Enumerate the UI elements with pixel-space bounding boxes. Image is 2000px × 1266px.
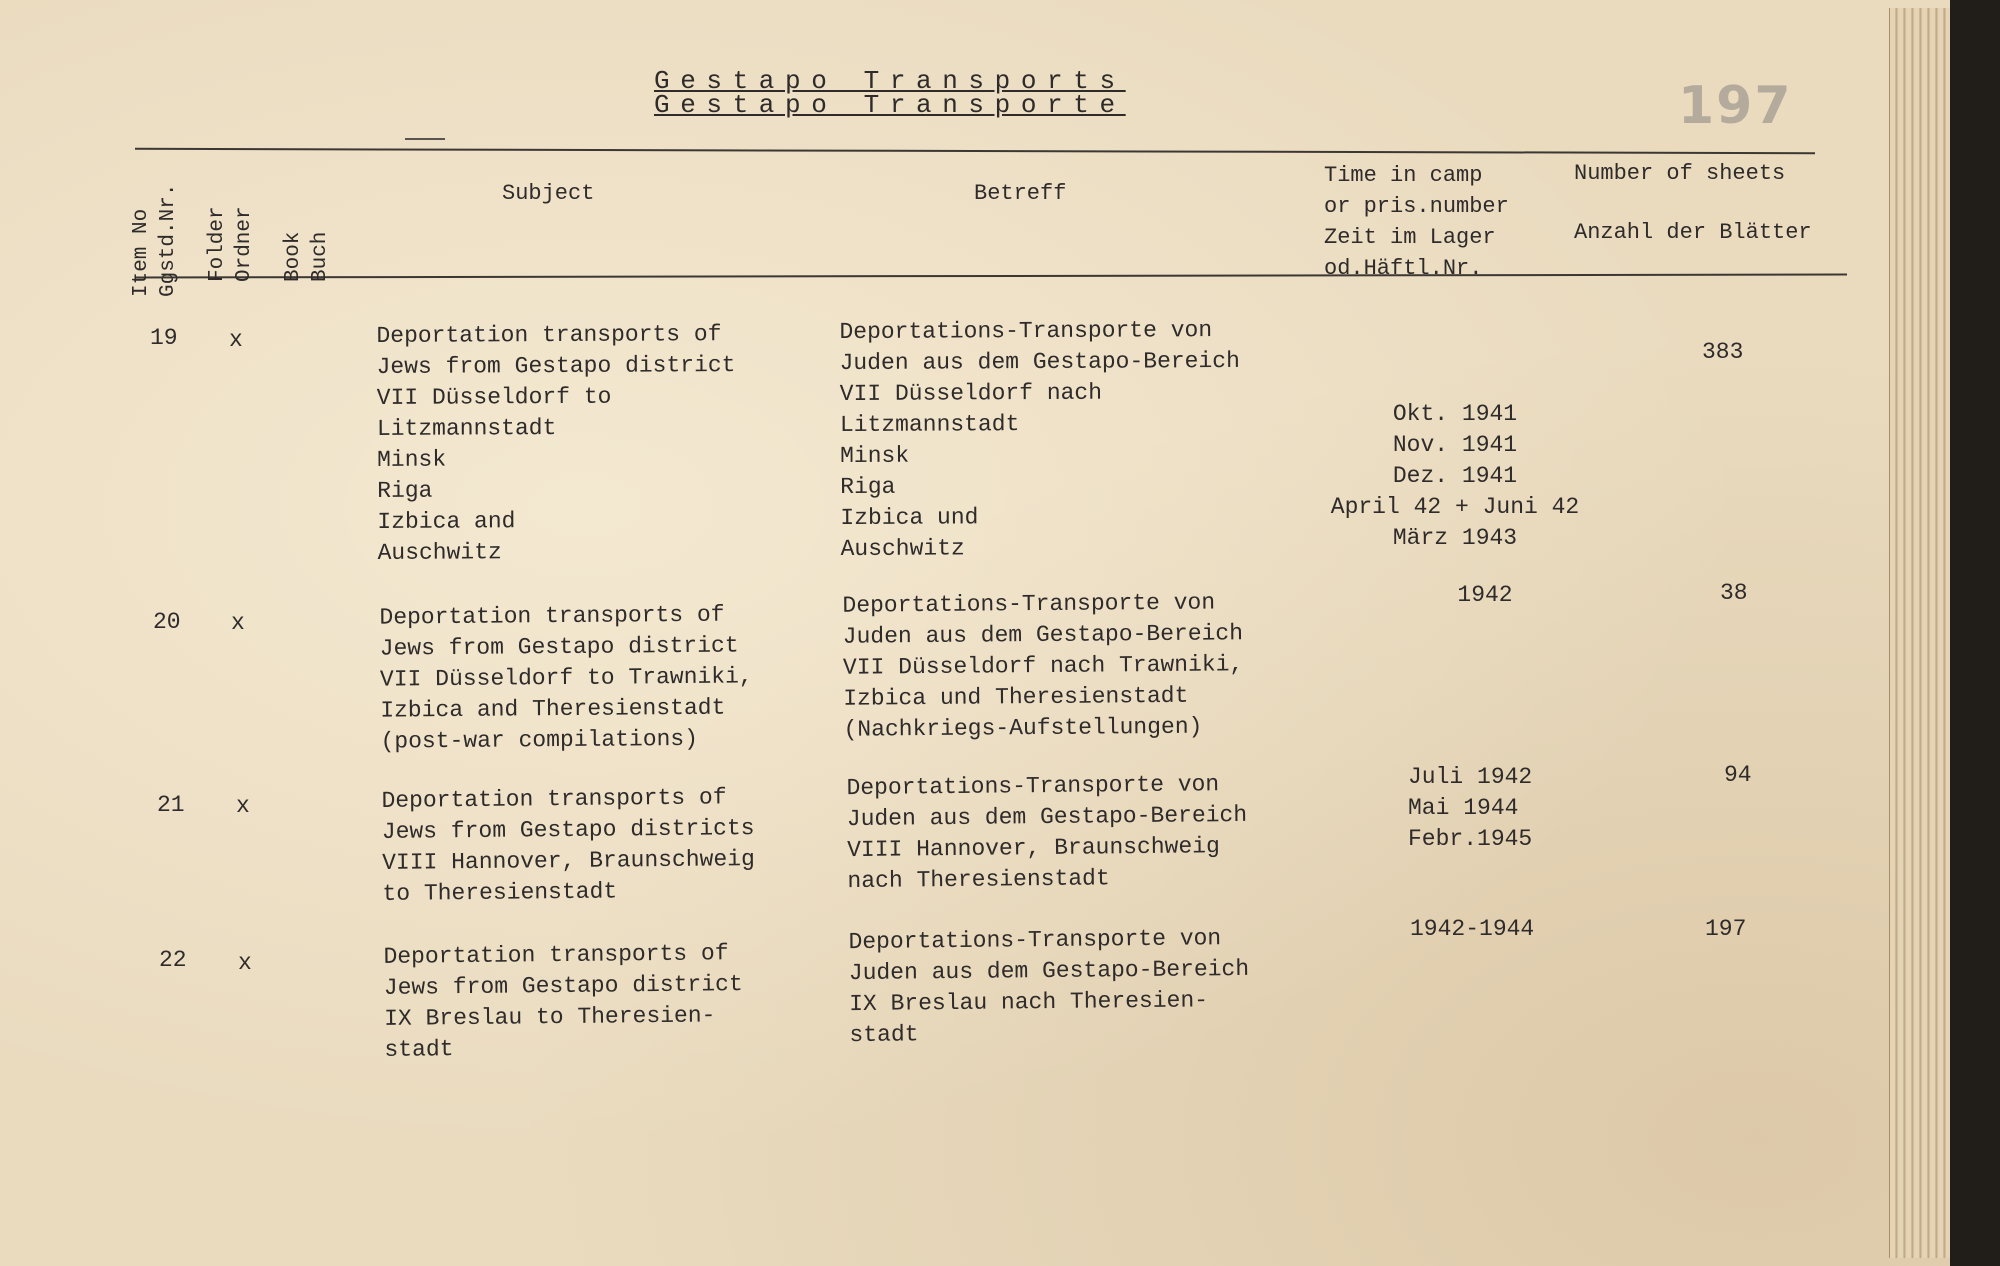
subject-line: Izbica and Theresienstadt (380, 694, 726, 724)
row-item-number: 22 (159, 947, 187, 973)
subject-line: Riga (377, 477, 433, 504)
row-betreff (846, 769, 1248, 897)
subject-line: Jews from Gestapo district (376, 352, 736, 380)
row-folder-mark: x (229, 327, 243, 353)
header-time-line: od.Häftl.Nr. (1324, 256, 1483, 281)
header-book (280, 214, 334, 282)
subject-line: Izbica and (377, 508, 516, 535)
title-english: Gestapo Transports (654, 66, 1126, 96)
betreff-line: Litzmannstadt (839, 411, 1020, 439)
header-time-line: Time in camp (1324, 163, 1483, 188)
time-line: 1942-1944 (1410, 916, 1535, 942)
row-subject (381, 782, 755, 910)
row-betreff (848, 923, 1250, 1051)
header-item-no (128, 162, 182, 297)
betreff-line: Auschwitz (840, 535, 965, 563)
subject-line: Deportation transports of (379, 601, 725, 631)
subject-line: Auschwitz (377, 539, 502, 566)
row-subject (379, 599, 753, 757)
row-subject (376, 319, 736, 569)
time-line: Dez. 1941 (1392, 463, 1518, 489)
betreff-line: Minsk (840, 442, 910, 470)
subject-line: Deportation transports of (383, 940, 729, 970)
header-folder-de: Ordner (233, 206, 256, 282)
time-line: Febr.1945 (1408, 826, 1533, 852)
row-sheets: 383 (1702, 339, 1744, 365)
time-line: April 42 + Juni 42 (1330, 494, 1580, 520)
row-item-number: 19 (150, 325, 178, 351)
header-book-en: Book (282, 231, 305, 282)
header-folder (204, 182, 258, 282)
time-line: März 1943 (1392, 525, 1518, 551)
header-top-rule (135, 148, 1815, 154)
header-sheets-en: Number of sheets (1574, 161, 1786, 186)
betreff-line: VII Düsseldorf nach Trawniki, (842, 651, 1244, 681)
header-item-no-en: Item No (130, 208, 153, 297)
betreff-line: Izbica und (840, 504, 979, 532)
time-line: Okt. 1941 (1392, 401, 1518, 427)
betreff-line: nach Theresienstadt (847, 865, 1110, 895)
betreff-line: Riga (840, 473, 896, 501)
header-betreff: Betreff (974, 181, 1067, 206)
betreff-line: Juden aus dem Gestapo-Bereich (848, 955, 1250, 987)
betreff-line: IX Breslau nach Theresien- (849, 987, 1209, 1018)
subject-line: Deportation transports of (376, 321, 722, 349)
header-time-line: Zeit im Lager (1324, 225, 1496, 250)
subject-line: VII Düsseldorf to Trawniki, (379, 663, 753, 693)
betreff-line: VIII Hannover, Braunschweig (847, 833, 1220, 864)
subject-line: IX Breslau to Theresien- (384, 1002, 716, 1032)
subject-line: stadt (384, 1036, 454, 1063)
row-betreff (839, 315, 1241, 565)
betreff-line: Juden aus dem Gestapo-Bereich (839, 347, 1240, 377)
betreff-line: Deportations-Transporte von (842, 589, 1216, 619)
row-folder-mark: x (236, 793, 250, 819)
row-time (1310, 399, 1600, 554)
subject-line: to Theresienstadt (382, 878, 618, 907)
row-time (1310, 580, 1660, 611)
header-item-no-de: Ggstd.Nr. (157, 183, 180, 297)
subject-line: Minsk (377, 446, 447, 473)
title-german: Gestapo Transporte (654, 90, 1126, 120)
subject-line: Deportation transports of (381, 784, 727, 814)
header-bottom-rule (135, 274, 1847, 279)
subject-line: (post-war compilations) (380, 725, 699, 755)
book-page-edges (1889, 8, 1950, 1258)
betreff-line: Deportations-Transporte von (848, 925, 1222, 956)
header-sheets-de: Anzahl der Blätter (1574, 220, 1812, 245)
row-item-number: 21 (157, 792, 185, 818)
row-time (1408, 762, 1532, 855)
betreff-line: Juden aus dem Gestapo-Bereich (846, 801, 1248, 833)
row-betreff (842, 587, 1244, 745)
pencil-page-number: 197 (1678, 76, 1793, 136)
betreff-line: Deportations-Transporte von (839, 317, 1213, 346)
subject-line: Jews from Gestapo district (379, 632, 739, 662)
subject-line: Jews from Gestapo district (383, 971, 743, 1001)
betreff-line: Juden aus dem Gestapo-Bereich (842, 620, 1244, 650)
header-time-line: or pris.number (1324, 194, 1509, 219)
book-edge-shadow (1950, 0, 2000, 1266)
time-line: Mai 1944 (1408, 795, 1519, 821)
row-time (1410, 914, 1534, 945)
betreff-line: (Nachkriegs-Aufstellungen) (843, 713, 1203, 743)
betreff-line: stadt (849, 1021, 919, 1049)
header-book-de: Buch (309, 231, 332, 282)
header-folder-en: Folder (206, 206, 229, 282)
row-folder-mark: x (231, 610, 245, 636)
row-sheets: 38 (1720, 580, 1748, 606)
betreff-line: VII Düsseldorf nach (839, 379, 1103, 408)
betreff-line: Izbica und Theresienstadt (843, 682, 1189, 712)
time-line: Nov. 1941 (1392, 432, 1518, 458)
time-line: Juli 1942 (1408, 764, 1533, 790)
subject-line: VII Düsseldorf to (376, 383, 612, 411)
row-subject (383, 938, 743, 1066)
stray-dash (405, 138, 445, 140)
subject-line: VIII Hannover, Braunschweig (382, 846, 755, 876)
row-item-number: 20 (153, 609, 181, 635)
row-sheets: 197 (1705, 916, 1747, 942)
header-time (1324, 160, 1509, 284)
row-folder-mark: x (238, 950, 252, 976)
row-sheets: 94 (1724, 762, 1752, 788)
time-line: 1942 (1457, 582, 1513, 608)
header-subject: Subject (502, 181, 595, 206)
betreff-line: Deportations-Transporte von (846, 771, 1220, 802)
subject-line: Litzmannstadt (376, 415, 557, 442)
subject-line: Jews from Gestapo districts (381, 815, 755, 845)
